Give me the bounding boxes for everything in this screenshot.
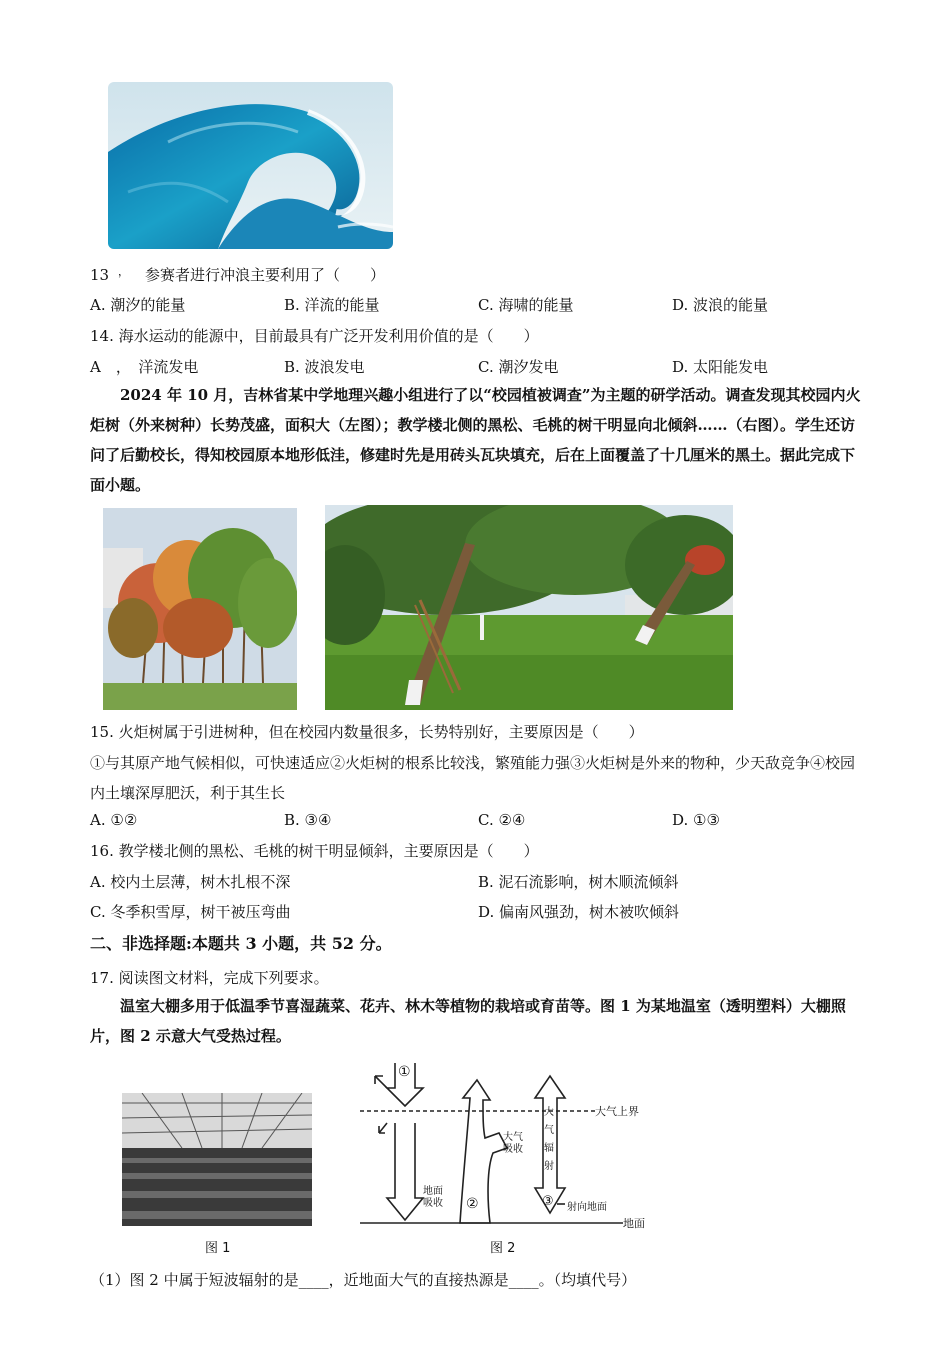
- q13-option-b: B. 洋流的能量: [284, 296, 380, 314]
- q13-mark: ，: [118, 265, 129, 278]
- section2-title: 二、非选择题:本题共 3 小题，共 52 分。: [90, 934, 392, 953]
- diagram-label-ground: 地面: [623, 1217, 645, 1230]
- q17-sub1: （1）图 2 中属于短波辐射的是____，近地面大气的直接热源是____。（均填代号）: [90, 1271, 637, 1289]
- diagram-label-ground-absorb: 地面 吸收: [423, 1186, 443, 1209]
- q14-option-a: A ， 洋流发电: [90, 358, 199, 376]
- q16-option-b: B. 泥石流影响，树木顺流倾斜: [478, 873, 679, 891]
- diagram-marker-3: ③: [542, 1194, 554, 1209]
- torch-tree-photo: [103, 508, 297, 710]
- q15-option-a: A. ①②: [90, 811, 138, 829]
- q15-option-b: B. ③④: [284, 811, 332, 829]
- wave-photo: [108, 82, 393, 249]
- q15-option-d: D. ①③: [672, 811, 720, 829]
- atmospheric-heating-diagram: [355, 1058, 675, 1233]
- diagram-marker-1: ①: [398, 1064, 411, 1080]
- q15-statements: ①与其原产地气候相似，可快速适应②火炬树的根系比较浅，繁殖能力强③火炬树是外来的物种，少天敌竞争④校园内土壤深厚肥沃，利于其生长: [90, 754, 856, 802]
- q16-option-d: D. 偏南风强劲，树木被吹倾斜: [478, 903, 680, 921]
- q17-material: 温室大棚多用于低温季节喜湿蔬菜、花卉、林木等植物的栽培或育苗等。图 1 为某地温室（透明塑料）大棚照片，图 2 示意大气受热过程。: [90, 997, 846, 1045]
- figure1-caption: 图 1: [205, 1241, 231, 1256]
- q13-number: 13: [90, 266, 110, 284]
- q14-option-d: D. 太阳能发电: [672, 358, 769, 376]
- q15-option-c: C. ②④: [478, 811, 526, 829]
- q17-stem: 17. 阅读图文材料，完成下列要求。: [90, 969, 329, 987]
- material1-text: 2024 年 10 月，吉林省某中学地理兴趣小组进行了以“校园植被调查”为主题的研学活动。调查发现其校园内火炬树（外来树种）长势茂盛，面积大（左图）；教学楼北侧的黑松、毛桃的树干明显向北倾斜……（右图）。学生还访问了后勤校长，得知校园原本地形低洼，修建时先是用砖头瓦块填充，后在上面覆盖了十几厘米的黑土。据此完成下面小题。: [90, 386, 861, 494]
- q16-option-a: A. 校内土层薄，树木扎根不深: [90, 873, 291, 891]
- greenhouse-photo: [122, 1093, 312, 1226]
- q16-stem: 16. 教学楼北侧的黑松、毛桃的树干明显倾斜，主要原因是（ ）: [90, 842, 539, 860]
- q14-stem: 14. 海水运动的能源中，目前最具有广泛开发利用价值的是（ ）: [90, 327, 539, 345]
- q14-option-b: B. 波浪发电: [284, 358, 365, 376]
- q13-option-c: C. 海啸的能量: [478, 296, 574, 314]
- q15-stem: 15. 火炬树属于引进树种，但在校园内数量很多，长势特别好，主要原因是（ ）: [90, 723, 644, 741]
- q13-stem: 参赛者进行冲浪主要利用了（ ）: [145, 266, 386, 284]
- diagram-label-atm-rad: 大气辐射: [544, 1107, 554, 1172]
- diagram-label-toward-ground: 射向地面: [567, 1202, 607, 1213]
- leaning-trees-photo: [325, 505, 733, 710]
- q13-option-a: A. 潮汐的能量: [90, 296, 186, 314]
- q14-option-c: C. 潮汐发电: [478, 358, 559, 376]
- figure2-caption: 图 2: [490, 1241, 516, 1256]
- diagram-marker-2: ②: [466, 1196, 479, 1212]
- q13-option-d: D. 波浪的能量: [672, 296, 769, 314]
- diagram-label-atm-absorb: 大气 吸收: [503, 1132, 523, 1155]
- q16-option-c: C. 冬季积雪厚，树干被压弯曲: [90, 903, 291, 921]
- diagram-label-top: 大气上界: [595, 1105, 639, 1118]
